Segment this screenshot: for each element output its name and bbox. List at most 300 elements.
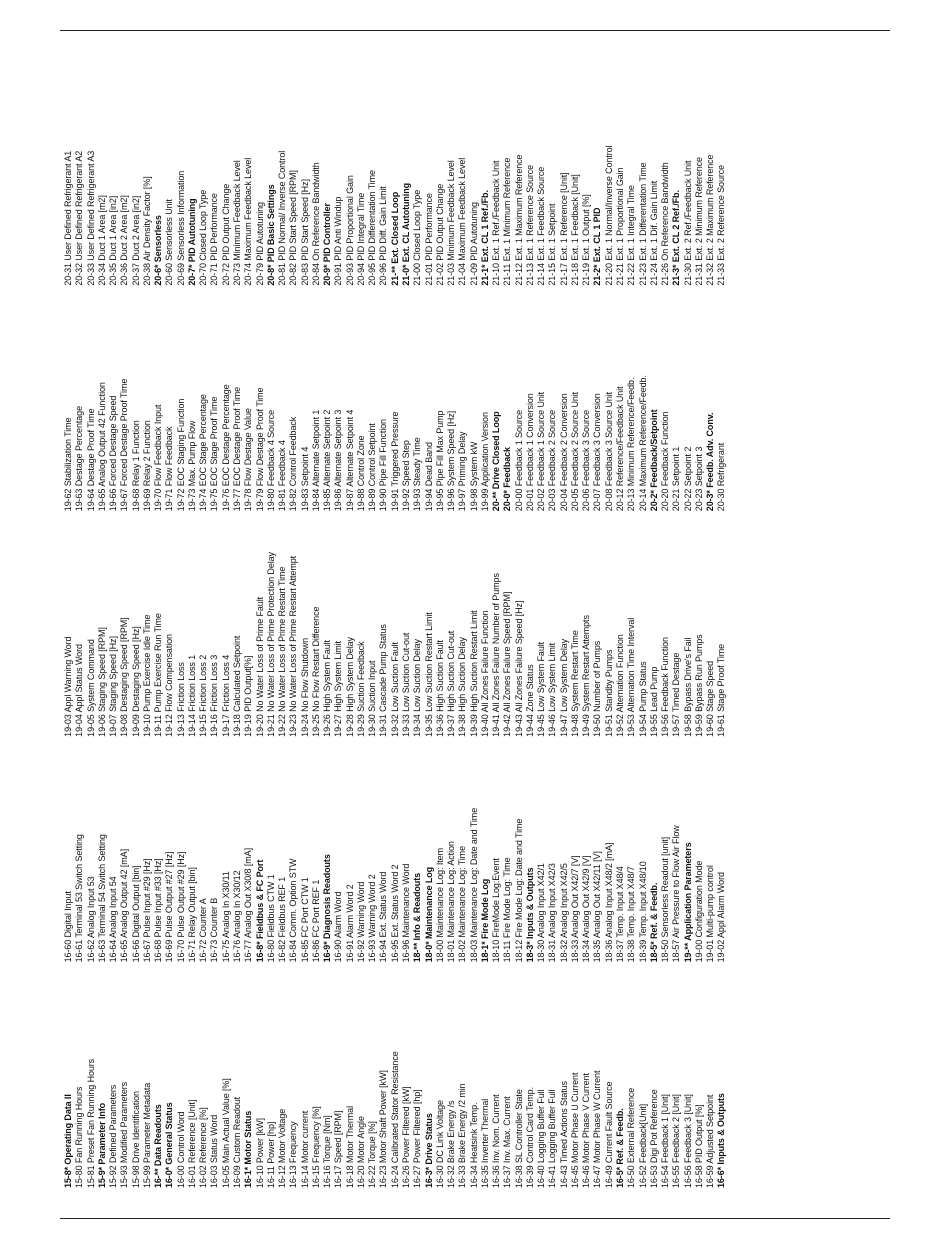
- parameter-entry: 16-67 Pulse Input #29 [Hz]: [141, 858, 152, 963]
- parameter-entry: 20-37 Duct 2 Area [in2]: [130, 195, 141, 286]
- parameter-group-heading: 16-1* Motor Status: [243, 1110, 254, 1188]
- parameter-entry: 19-80 Feedback 4 Source: [265, 409, 276, 512]
- parameter-entry: 19-56 Feedback Function: [660, 637, 671, 737]
- parameter-entry: 16-02 Reference [%]: [198, 1107, 209, 1188]
- parameter-group-heading: 15-8* Operating Data II: [63, 1094, 73, 1188]
- parameter-entry: 19-29 Suction Feedback: [355, 641, 366, 737]
- parameter-entry: 19-11 Pump Exercise Run Time: [153, 613, 164, 737]
- parameter-entry: 18-12 Fire Mode Log: Date and Time: [513, 818, 524, 963]
- parameter-entry: 20-71 PID Performance: [209, 193, 220, 286]
- parameter-entry: 21-04 Maximum Feedback Level: [457, 157, 468, 286]
- parameter-entry: 19-12 Flow Compensation: [164, 634, 175, 737]
- parameter-entry: 21-23 Ext. 1 Differentation Time: [637, 162, 648, 286]
- parameter-entry: 19-43 All Zones Failure Speed [Hz]: [513, 600, 524, 737]
- parameter-entry: 16-10 Power [kW]: [254, 1118, 265, 1188]
- parameter-group-heading: 18-** Info & Readouts: [412, 872, 423, 963]
- parameter-entry: 16-50 External Reference: [626, 1087, 637, 1188]
- parameter-entry: 16-45 Motor Phase U Current: [569, 1072, 580, 1188]
- parameter-entry: 19-10 Pump Exercise Idle Time: [141, 614, 152, 737]
- parameter-entry: 19-40 All Zones Failure Function: [479, 610, 490, 737]
- parameter-entry: 19-67 Forced Destage Proof Time: [119, 378, 130, 512]
- parameter-entry: 16-84 Comm. Option STW: [288, 858, 299, 963]
- parameter-entry: 18-03 Maintenance Log: Date and Time: [468, 807, 479, 963]
- parameter-entry: 19-02 Appl Alarm Word: [716, 872, 727, 963]
- parameter-entry: 16-92 Warning Word: [355, 881, 366, 963]
- parameter-entry: 20-36 Duct 2 Area [m2]: [119, 195, 130, 286]
- parameter-entry: 20-35 Duct 1 Area [in2]: [108, 195, 119, 286]
- parameter-entry: 19-22 No Water Loss of Prime Restart Time: [277, 566, 288, 737]
- parameter-entry: 19-18 Calculated Setpoint: [231, 635, 242, 737]
- parameter-entry: 18-34 Analog Out X42/9 [V]: [581, 855, 592, 963]
- parameter-entry: 20-01 Feedback 1 Conversion: [524, 393, 535, 512]
- parameter-entry: 16-86 FC Port REF 1: [310, 879, 321, 963]
- parameter-entry: 16-46 Motor Phase V Current: [581, 1073, 592, 1188]
- parameter-entry: 16-93 Warning Word 2: [367, 874, 378, 963]
- parameter-entry: 18-50 Sensorless Readout [unit]: [660, 836, 671, 963]
- parameter-entry: 16-54 Feedback 1 [Unit]: [660, 1094, 671, 1188]
- parameter-entry: 19-71 Flow Feedback: [164, 426, 175, 512]
- parameter-entry: 16-80 Fieldbus CTW 1: [265, 874, 276, 963]
- parameter-entry: 20-08 Feedback 3 Source Unit: [603, 391, 614, 512]
- parameter-entry: 20-83 PID Start Speed [Hz]: [299, 179, 310, 286]
- parameter-entry: 19-82 Control Feedback: [288, 416, 299, 512]
- parameter-entry: 19-37 High Suction Cut-out: [446, 630, 457, 737]
- parameter-group-heading: 18-5* Ref. & Feedb.: [648, 882, 659, 963]
- parameter-entry: 19-91 Triggered Pressure: [389, 411, 400, 512]
- parameter-entry: 19-16 Friction Loss 3: [209, 654, 220, 737]
- parameter-entry: 16-15 Frequency [%]: [310, 1106, 321, 1188]
- parameter-entry: 21-12 Ext. 1 Maximum Reference: [513, 154, 524, 286]
- parameter-entry: 19-41 All Zones Failure Number of Pumps: [491, 573, 502, 737]
- parameter-entry: 19-81 Feedback 4: [277, 440, 288, 512]
- parameter-entry: 16-52 Feedback[Unit]: [637, 1103, 648, 1188]
- parameter-entry: 18-39 Temp. Input X48/10: [637, 861, 648, 963]
- parameter-entry: 16-39 Control Card Temp.: [524, 1087, 535, 1188]
- parameter-entry: 16-65 Analog Output 42 [mA]: [119, 849, 130, 963]
- parameter-entry: 21-15 Ext. 1 Setpoint: [547, 203, 558, 286]
- parameter-entry: 20-72 PID Output Change: [220, 183, 231, 286]
- parameter-entry: 16-09 Custom Readout: [231, 1096, 242, 1188]
- parameter-entry: 19-26 High System Fault: [322, 640, 333, 737]
- parameter-entry: 21-22 Ext. 1 Integral Time: [626, 185, 637, 286]
- parameter-entry: 20-69 Sensorless Information: [175, 170, 186, 286]
- parameter-entry: 21-30 Ext. 2 Ref./Feedback Unit: [682, 160, 693, 286]
- parameter-entry: 18-00 Maintenance Log: Item: [434, 848, 445, 963]
- parameter-entry: 20-05 Feedback 2 Source Unit: [569, 391, 580, 512]
- parameter-entry: 19-70 Flow Feedback Input: [153, 404, 164, 512]
- parameter-entry: 21-17 Ext. 1 Reference [Unit]: [558, 172, 569, 286]
- parameter-group-heading: 20-6* Sensorless: [153, 215, 164, 286]
- parameter-entry: 21-00 Closed Loop Type: [412, 189, 423, 286]
- parameter-entry: 19-83 Setpoint 4: [299, 446, 310, 512]
- parameter-entry: 19-15 Friction Loss 2: [198, 654, 209, 737]
- parameter-group-heading: 20-** Drive Closed Loop: [491, 411, 502, 512]
- parameter-entry: 20-07 Feedback 3 Conversion: [592, 393, 603, 512]
- parameter-entry: 16-64 Analog Input 54: [108, 876, 119, 963]
- parameter-entry: 16-35 Inverter Thermal: [479, 1098, 490, 1188]
- parameter-entry: 16-96 Maintenance Word: [400, 863, 411, 963]
- parameter-entry: 19-32 Low Suction Fault: [389, 642, 400, 737]
- parameter-entry: 19-35 Low Suction Restart Limit: [423, 612, 434, 737]
- parameter-entry: 16-03 Status Word: [209, 1114, 220, 1188]
- parameter-entry: 19-64 Destage Proof Time: [85, 408, 96, 512]
- parameter-entry: 16-23 Motor Shaft Power [kW]: [378, 1070, 389, 1188]
- parameter-entry: 19-42 All Zones Failure Speed [RPM]: [502, 591, 513, 737]
- parameter-entry: 16-55 Feedback 2 [Unit]: [671, 1094, 682, 1188]
- parameter-group-heading: 15-9* Parameter Info: [96, 1102, 107, 1188]
- parameter-entry: 18-10 FireMode Log:Event: [491, 858, 502, 963]
- parameter-group-heading: 20-7* PID Autotuning: [186, 198, 197, 286]
- parameter-entry: 19-99 Application Version: [479, 412, 490, 512]
- parameter-entry: 16-71 Relay Output [bin]: [186, 867, 197, 963]
- parameter-entry: 19-06 Staging Speed [RPM]: [96, 627, 107, 737]
- parameter-entry: 19-98 System kW: [468, 441, 479, 512]
- parameter-entry: 19-62 Stabilization Time: [63, 417, 73, 512]
- parameter-entry: 16-85 FC Port CTW 1: [299, 877, 310, 963]
- parameter-group-heading: 16-8* Fieldbus & FC Port: [254, 859, 265, 963]
- parameter-entry: 19-24 No Flow Shutdown: [299, 637, 310, 737]
- parameter-entry: 20-03 Feedback 2 Source: [547, 409, 558, 512]
- parameter-entry: 20-96 PID Diff. Gain Limit: [378, 186, 389, 286]
- parameter-entry: 16-53 Digi Pot Reference: [648, 1089, 659, 1188]
- parameter-entry: 16-12 Motor Voltage: [277, 1108, 288, 1188]
- parameter-entry: 19-28 High System Delay: [344, 637, 355, 737]
- parameter-entry: 16-37 Inv. Max. Current: [502, 1096, 513, 1188]
- parameter-entry: 20-21 Setpoint 1: [671, 446, 682, 512]
- parameter-entry: 19-53 Alternation Time Interval: [626, 617, 637, 737]
- parameter-entry: 16-77 Analog Out X30/8 [mA]: [243, 848, 254, 963]
- parameter-entry: 21-02 PID Output Change: [434, 183, 445, 286]
- parameter-entry: 21-21 Ext. 1 Proportional Gain: [615, 167, 626, 286]
- parameter-entry: 16-49 Current Fault Source: [603, 1081, 614, 1188]
- parameter-entry: 21-19 Ext. 1 Output [%]: [581, 194, 592, 286]
- parameter-entry: 21-32 Ext. 2 Maximum Reference: [705, 154, 716, 286]
- parameter-entry: 16-34 Heatsink Temp.: [468, 1102, 479, 1188]
- parameter-entry: 20-95 PID Differentation Time: [367, 170, 378, 286]
- parameter-column-4: [63, 375, 728, 511]
- parameter-entry: 20-22 Setpoint 2: [682, 446, 693, 512]
- parameter-group-heading: 16-** Data Readouts: [153, 1104, 164, 1188]
- parameter-entry: 21-10 Ext. 1 Ref./Feedback Unit: [491, 160, 502, 286]
- parameter-entry: 19-07 Staging Speed [Hz]: [108, 636, 119, 737]
- parameter-entry: 20-79 PID Autotuning: [254, 202, 265, 286]
- parameter-entry: 20-91 PID Anti Windup: [333, 196, 344, 286]
- parameter-entry: 16-82 Fieldbus REF 1: [277, 876, 288, 963]
- parameter-entry: 16-66 Digital Output [bin]: [130, 865, 141, 963]
- parameter-group-heading: 20-0* Feedback: [502, 447, 513, 512]
- parameter-entry: 19-31 Cascade Pump Status: [378, 624, 389, 737]
- parameter-entry: 19-30 Suction Input: [367, 660, 378, 737]
- parameter-entry: 19-05 System Command: [85, 639, 96, 737]
- parameter-entry: 16-41 Logging Buffer Full: [547, 1089, 558, 1188]
- parameter-group-heading: 16-0* General Status: [164, 1102, 175, 1188]
- parameter-entry: 20-32 User Defined Refrigerant A2: [74, 150, 85, 286]
- parameter-entry: 19-88 Control Zone: [355, 435, 366, 512]
- parameter-entry: 19-86 Alternate Setpoint 3: [333, 409, 344, 512]
- parameter-group-heading: 21-1* Ext. CL 1 Ref./Fb.: [479, 190, 490, 286]
- parameter-entry: 18-02 Maintenance Log: Time: [457, 846, 468, 963]
- parameter-group-heading: 16-5* Ref. & Feedb.: [615, 1108, 626, 1188]
- parameter-entry: 15-93 Modified Parameters: [119, 1081, 130, 1188]
- parameter-entry: 16-38 SL Controller State: [513, 1089, 524, 1188]
- parameter-entry: 21-09 PID Autotuning: [468, 202, 479, 286]
- parameter-entry: 19-21 No Water Loss of Prime Protection Delay: [265, 552, 276, 737]
- parameter-entry: 20-12 Reference/Feedback Unit: [615, 386, 626, 512]
- parameter-entry: 20-82 PID Start Speed [RPM]: [288, 170, 299, 286]
- parameter-entry: 16-33 Brake Energy /2 min: [457, 1083, 468, 1188]
- parameter-entry: 16-40 Logging Buffer Full: [536, 1089, 547, 1188]
- parameter-entry: 21-14 Ext. 1 Feedback Source: [536, 166, 547, 286]
- parameter-entry: 19-52 Alternation Function: [615, 634, 626, 737]
- parameter-entry: 20-94 PID Integral Time: [355, 192, 366, 286]
- parameter-entry: 18-37 Temp. Input X48/4: [615, 866, 626, 963]
- parameter-entry: 21-20 Ext. 1 Normal/Inverse Control: [603, 145, 614, 286]
- parameter-entry: 21-03 Minimum Feedback Level: [446, 160, 457, 286]
- parameter-entry: 16-05 Main Actual Value [%]: [220, 1078, 231, 1188]
- parameter-entry: 16-59 Adjusted Setpoint: [705, 1094, 716, 1188]
- parameter-entry: 21-18 Ext. 1 Feedback [Unit]: [569, 174, 580, 286]
- parameter-entry: 19-89 Control Setpoint: [367, 423, 378, 512]
- parameter-entry: 19-38 High Suction Delay: [457, 637, 468, 737]
- parameter-entry: 20-23 Setpoint 3: [693, 446, 704, 512]
- parameter-entry: 20-04 Feedback 2 Conversion: [558, 393, 569, 512]
- parameter-entry: 20-30 Refrigerant: [716, 442, 727, 512]
- parameter-entry: 19-69 Relay 2 Function: [141, 420, 152, 512]
- parameter-entry: 19-44 Zone Status: [524, 664, 535, 737]
- parameter-entry: 19-08 Destaging Speed [RPM]: [119, 617, 130, 737]
- parameter-entry: 20-31 User Defined Refrigerant A1: [63, 150, 73, 286]
- parameter-entry: 20-13 Minimum Reference/Feedb.: [626, 377, 637, 512]
- parameter-entry: 19-50 Number of Pumps: [592, 640, 603, 737]
- parameter-group-heading: 21-** Ext. Closed Loop: [389, 191, 400, 286]
- parameter-entry: 18-57 Air Pressure to Flow Air Flow: [671, 825, 682, 963]
- parameter-entry: 18-36 Analog Input X48/2 [mA]: [603, 842, 614, 963]
- parameter-entry: 19-57 Timed Destage: [671, 652, 682, 737]
- parameter-entry: 19-60 Stage Speed: [705, 660, 716, 737]
- parameter-entry: 19-61 Stage Proof Time: [716, 643, 727, 737]
- parameter-entry: 16-32 Brake Energy /s: [446, 1100, 457, 1188]
- parameter-entry: 20-60 Sensorless Unit: [164, 199, 175, 286]
- parameter-entry: 16-11 Power [hp]: [265, 1121, 276, 1188]
- parameter-entry: 19-93 Steady Time: [412, 437, 423, 512]
- parameter-entry: 19-20 No Water Loss of Prime Fault: [254, 596, 265, 737]
- parameter-entry: 20-38 Air Density Factor [%]: [141, 176, 152, 286]
- parameter-entry: 16-18 Motor Thermal: [344, 1106, 355, 1188]
- parameter-entry: 19-39 High Suction Restart Limit: [468, 610, 479, 737]
- parameter-entry: 20-74 Maximum Feedback Level: [243, 157, 254, 286]
- parameter-entry: 19-96 System Speed [Hz]: [446, 410, 457, 512]
- parameter-entry: 16-63 Terminal 54 Switch Setting: [96, 834, 107, 963]
- parameter-entry: 21-31 Ext. 2 Minimum Reference: [693, 157, 704, 286]
- parameter-entry: 16-76 Analog In X30/12: [231, 870, 242, 963]
- parameter-entry: 19-74 EOC Stage Percentage: [198, 394, 209, 512]
- parameter-entry: 19-68 Relay 1 Function: [130, 420, 141, 512]
- parameter-entry: 19-33 Low Suction Cut-out: [400, 632, 411, 737]
- parameter-group-heading: 16-3* Drive Status: [423, 1113, 434, 1188]
- parameter-entry: 19-75 EOC Stage Proof Time: [209, 396, 220, 512]
- parameter-group-heading: 19-** Application Parameters: [682, 842, 693, 963]
- parameter-entry: 16-69 Pulse Output #27 [Hz]: [164, 851, 175, 963]
- parameter-entry: 20-84 On Reference Bandwidth: [310, 162, 321, 286]
- parameter-entry: 20-81 PID Normal/ Inverse Control: [277, 150, 288, 286]
- parameter-entry: 18-11 Fire Mode Log: Time: [502, 857, 513, 963]
- parameter-entry: 16-60 Digital Input: [63, 891, 73, 963]
- parameter-entry: 19-95 Pipe Fill Max Pump: [434, 410, 445, 512]
- parameter-entry: 18-32 Analog Input X42/5: [558, 863, 569, 963]
- parameter-entry: 21-26 On Reference Bandwidth: [660, 162, 671, 286]
- parameter-entry: 19-36 High Suction Fault: [434, 640, 445, 737]
- parameter-entry: 15-81 Preset Fan Running Hours: [85, 1058, 96, 1188]
- parameter-entry: 20-14 Maximum Reference/Feedb.: [637, 375, 648, 512]
- parameter-entry: 20-34 Duct 1 Area [m2]: [96, 195, 107, 286]
- parameter-entry: 19-79 Flow Destage Proof Time: [254, 387, 265, 512]
- parameter-column-1: [63, 1051, 728, 1188]
- parameter-entry: 19-76 EOC Destage Percentage: [220, 384, 231, 512]
- parameter-entry: 19-92 Speed Step: [400, 440, 411, 512]
- parameter-entry: 16-24 Calibrated Stator Resistance: [389, 1051, 400, 1188]
- parameter-entry: 16-47 Motor Phase W Current: [592, 1070, 603, 1188]
- parameter-entry: 21-24 Ext. 1 Dif. Gain Limit: [648, 180, 659, 286]
- parameter-entry: 19-00 Configuration Mode: [693, 860, 704, 963]
- parameter-entry: 16-27 Power Filtered [hp]: [412, 1089, 423, 1188]
- parameter-entry: 15-99 Parameter Metadata: [141, 1082, 152, 1188]
- parameter-entry: 19-94 Dead Band: [423, 442, 434, 512]
- parameter-entry: 20-02 Feedback 1 Source Unit: [536, 391, 547, 512]
- parameter-entry: 20-70 Closed Loop Type: [198, 189, 209, 286]
- parameter-entry: 16-91 Alarm Word 2: [344, 884, 355, 963]
- parameter-entry: 19-09 Destaging Speed [Hz]: [130, 626, 141, 737]
- parameter-entry: 19-19 PID Output[%]: [243, 655, 254, 737]
- parameter-entry: 19-90 Pipe Fill Function: [378, 419, 389, 512]
- parameter-group-heading: 20-2* Feedback/Setpoint: [648, 409, 659, 512]
- parameter-entry: 16-56 Feedback 3 [Unit]: [682, 1094, 693, 1188]
- parameter-group-heading: 20-9* PID Controller: [322, 203, 333, 286]
- parameter-entry: 21-11 Ext. 1 Minimum Reference: [502, 157, 513, 286]
- parameter-entry: 21-01 PID Performance: [423, 193, 434, 286]
- parameter-entry: 16-16 Torque [Nm]: [322, 1115, 333, 1188]
- parameter-entry: 19-25 No Flow Restart Difference: [310, 606, 321, 737]
- parameter-entry: 16-75 Analog In X30/11: [220, 871, 231, 963]
- parameter-group-heading: 18-0* Maintenance Log: [423, 866, 434, 963]
- parameter-entry: 18-33 Analog Out X42/7 [V]: [569, 855, 580, 963]
- parameter-entry: 19-49 System Restart Attempts: [581, 615, 592, 737]
- parameter-entry: 20-33 User Defined Refrigerant A3: [85, 150, 96, 286]
- parameter-entry: 19-59 Bypass Run Pumps: [693, 634, 704, 737]
- parameter-entry: 19-17 Friction Loss 4: [220, 654, 231, 737]
- parameter-entry: 15-98 Drive Identification: [130, 1091, 141, 1188]
- parameter-entry: 16-94 Ext. Status Word: [378, 871, 389, 963]
- parameter-entry: 19-58 Bypass Drive's Fail: [682, 637, 693, 737]
- parameter-entry: 18-31 Analog Input X42/3: [547, 863, 558, 963]
- parameter-entry: 19-55 Lead Pump: [648, 666, 659, 737]
- parameter-group-heading: 20-3* Feedb. Adv. Conv.: [705, 412, 716, 512]
- parameter-column-3: [63, 552, 728, 737]
- parameter-entry: 16-17 Speed [RPM]: [333, 1110, 344, 1188]
- parameter-entry: 19-65 Analog Output 42 Function: [96, 382, 107, 512]
- parameter-entry: 19-27 High System Limit: [333, 641, 344, 737]
- parameter-entry: 16-36 Inv. Nom. Current: [491, 1094, 502, 1188]
- parameter-entry: 20-06 Feedback 3 Source: [581, 409, 592, 512]
- parameter-group-heading: 21-2* Ext. CL 1 PID: [592, 207, 603, 286]
- parameter-column-2: [63, 808, 728, 963]
- parameter-entry: 16-95 Ext. Status Word 2: [389, 864, 400, 963]
- parameter-entry: 19-51 Standby Pumps: [603, 649, 614, 737]
- parameter-entry: 20-20 Feedback Function: [660, 411, 671, 512]
- parameter-entry: 20-00 Feedback 1 Source: [513, 409, 524, 512]
- parameter-entry: 16-26 Power Filtered [kW]: [400, 1086, 411, 1188]
- parameter-entry: 19-72 EOC Staging Function: [175, 398, 186, 512]
- parameter-entry: 19-45 Low System Fault: [536, 641, 547, 737]
- parameter-group-heading: 18-1* Fire Mode Log: [479, 878, 490, 963]
- parameter-entry: 19-48 System Restart Time: [569, 630, 580, 737]
- parameter-entry: 19-23 No Water Loss of Prime Restart Attempt: [288, 555, 299, 737]
- parameter-entry: 15-80 Fan Running Hours: [74, 1086, 85, 1188]
- parameter-entry: 16-62 Analog Input 53: [85, 876, 96, 963]
- parameter-group-heading: 18-3* Inputs & Outputs: [524, 867, 535, 963]
- parameter-entry: 19-85 Alternate Setpoint 2: [322, 409, 333, 512]
- parameter-entry: 16-43 Timed Actions Status: [558, 1081, 569, 1188]
- parameter-entry: 16-01 Reference [Unit]: [186, 1099, 197, 1188]
- parameter-entry: 19-34 Low Suction Delay: [412, 639, 423, 737]
- parameter-column-5: [63, 146, 728, 286]
- parameter-entry: 16-58 PID Output [%]: [693, 1104, 704, 1188]
- parameter-entry: 16-22 Torque [%]: [367, 1121, 378, 1188]
- parameter-entry: 16-90 Alarm Word: [333, 891, 344, 963]
- parameter-entry: 16-73 Counter B: [209, 897, 220, 963]
- parameter-entry: 19-66 Forced Destage Speed: [108, 395, 119, 512]
- parameter-entry: 18-01 Maintenance Log: Action: [446, 841, 457, 963]
- parameter-entry: 19-77 EOC Destage Proof Time: [231, 386, 242, 512]
- parameter-entry: 19-84 Alternate Setpoint 1: [310, 409, 321, 512]
- parameter-entry: 21-33 Ext. 2 Reference Source: [716, 164, 727, 286]
- parameter-entry: 19-14 Friction Loss 1: [186, 654, 197, 737]
- parameter-entry: 20-93 PID Proportional Gain: [344, 175, 355, 286]
- parameter-entry: 16-72 Counter A: [198, 898, 209, 963]
- parameter-group-heading: 16-6* Inputs & Outputs: [716, 1093, 727, 1188]
- parameter-entry: 19-03 Appl Warning Word: [63, 636, 73, 737]
- parameter-entry: 16-20 Motor Angle: [355, 1116, 366, 1188]
- parameter-entry: 19-63 Destage Percentage: [74, 406, 85, 512]
- parameter-entry: 16-00 Control Word: [175, 1111, 186, 1188]
- parameter-entry: 16-14 Motor current: [299, 1110, 310, 1188]
- parameter-group-heading: 20-8* PID Basic Settings: [265, 184, 276, 286]
- parameter-entry: 19-97 Priming Delay: [457, 431, 468, 512]
- parameter-entry: 18-38 Temp. Input X48/7: [626, 866, 637, 963]
- parameter-entry: 19-47 Low System Delay: [558, 638, 569, 737]
- parameter-entry: 19-01 Multi-pump control: [705, 865, 716, 963]
- parameter-entry: 21-13 Ext. 1 Reference Source: [524, 164, 535, 286]
- parameter-entry: 16-68 Pulse Input #33 [Hz]: [153, 858, 164, 963]
- parameter-group-heading: 21-3* Ext. CL 2 Ref./Fb.: [671, 190, 682, 286]
- parameter-entry: 19-73 Max. Pump Flow: [186, 420, 197, 512]
- parameter-entry: 16-30 DC Link Voltage: [434, 1100, 445, 1188]
- parameter-entry: 19-78 Flow Destage Value: [243, 408, 254, 512]
- parameter-entry: 19-13 Friction Loss: [175, 662, 186, 737]
- parameter-entry: 19-46 Low System Limit: [547, 642, 558, 737]
- parameter-entry: 19-54 Pump Status: [637, 661, 648, 737]
- parameter-entry: 18-35 Analog Out X42/11 [V]: [592, 851, 603, 963]
- parameter-entry: 16-13 Frequency: [288, 1121, 299, 1188]
- parameter-group-heading: 21-0* Ext. CL Autotuning: [400, 183, 411, 286]
- parameter-entry: 19-04 Appl Status Word: [74, 644, 85, 737]
- parameter-entry: 16-61 Terminal 53 Switch Setting: [74, 834, 85, 963]
- parameter-entry: 20-73 Minimum Feedback Level: [231, 160, 242, 286]
- parameter-group-heading: 16-9* Diagnosis Readouts: [322, 854, 333, 963]
- parameter-entry: 19-87 Alternate Setpoint 4: [344, 409, 355, 512]
- parameter-entry: 18-30 Analog Input X42/1: [536, 863, 547, 963]
- parameter-entry: 15-92 Defined Parameters: [108, 1084, 119, 1188]
- parameter-entry: 16-70 Pulse Output #29 [Hz]: [175, 851, 186, 963]
